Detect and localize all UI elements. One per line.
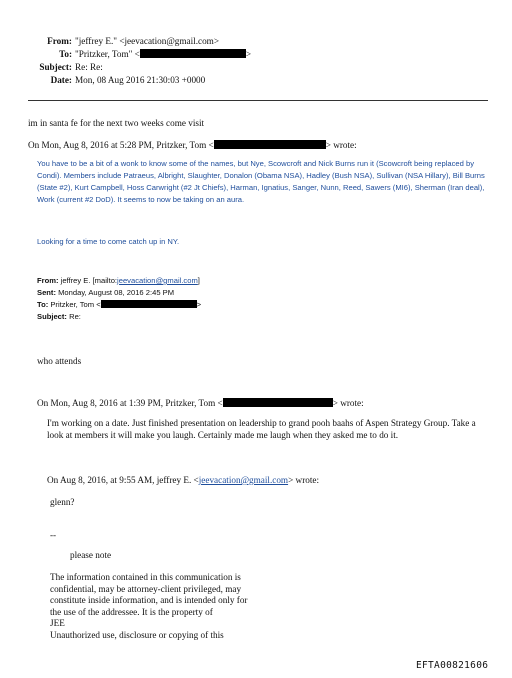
quote1-intro-start: On Mon, Aug 8, 2016 at 5:28 PM, Pritzker, Tom < xyxy=(28,140,214,150)
redaction-bar xyxy=(214,140,326,149)
disclaimer-line: JEE xyxy=(50,618,65,628)
header-from xyxy=(0,36,219,46)
signature-disclaimer xyxy=(50,572,248,641)
disclaimer-line: The information contained in this communication is xyxy=(50,572,241,582)
to-close: > xyxy=(245,49,252,59)
date-label: Date: xyxy=(50,75,72,85)
to-value: "Pritzker, Tom" < xyxy=(75,49,140,59)
quote1-intro-end: > wrote: xyxy=(325,140,357,150)
fwd-to-label: To: xyxy=(37,300,49,309)
quote3-email-link[interactable]: jeevacation@gmail.com xyxy=(198,475,289,485)
quote2-intro-end: > wrote: xyxy=(332,398,364,408)
header-divider xyxy=(28,100,488,101)
from-value: "jeffrey E." <jeevacation@gmail.com> xyxy=(75,36,220,46)
subject-value: Re: Re: xyxy=(75,62,103,72)
redaction-bar xyxy=(223,398,333,407)
signature-dash: -- xyxy=(50,530,57,540)
fwd-subject xyxy=(37,312,81,321)
fwd-to xyxy=(37,300,201,309)
who-attends: who attends xyxy=(37,356,82,366)
header-subject xyxy=(0,62,103,72)
quote3-body: glenn? xyxy=(50,497,75,507)
fwd-from-label: From: xyxy=(37,276,59,285)
redaction-bar xyxy=(140,49,246,58)
fwd-from-close: ] xyxy=(197,276,200,285)
header-to xyxy=(0,49,251,59)
fwd-sent-label: Sent: xyxy=(37,288,56,297)
from-label: From: xyxy=(47,36,72,46)
fwd-sent-value: Monday, August 08, 2016 2:45 PM xyxy=(55,288,175,297)
redaction-bar xyxy=(101,300,197,308)
date-value: Mon, 08 Aug 2016 21:30:03 +0000 xyxy=(75,75,206,85)
fwd-from xyxy=(37,276,200,285)
quote1-intro xyxy=(28,140,357,150)
document-id: EFTA00821606 xyxy=(416,660,489,671)
subject-label: Subject: xyxy=(39,62,72,72)
to-label: To: xyxy=(59,49,72,59)
fwd-to-close: > xyxy=(196,300,202,309)
quote2-intro xyxy=(37,398,364,408)
header-date xyxy=(0,75,205,85)
fwd-from-email-link[interactable]: jeevacation@gmail.com xyxy=(117,276,198,285)
signature-note: please note xyxy=(70,550,112,560)
fwd-subject-label: Subject: xyxy=(37,312,67,321)
quote1-body: You have to be a bit of a wonk to know some of the names, but Nye, Scowcroft and Nick Burns run it (Scowcroft being replaced by Condi). Members include Patraeus, Albright, Slaughter, Donalon (Obama NSA), Hadley (Bush NSA), Sullivan (NSA Hillary), Bill Burns (State #2), Kurt Campbell, Hoss Carwright (#2 Jt Chiefs), Harman, Ignatius, Sanger, Nunn, Reed, Sawers (MI6), Sherman (Iran deal), Work (current #2 DoD). It seems to now be taking on an aura. xyxy=(37,159,485,204)
fwd-subject-value: Re: xyxy=(66,312,81,321)
quote2-body: I'm working on a date. Just finished presentation on leadership to grand pooh baahs of Aspen Strategy Group. Take a look at members it will make you laugh. Certainly made me laugh when they asked me to do it. xyxy=(47,418,476,440)
fwd-from-value: jeffrey E. [mailto: xyxy=(58,276,118,285)
disclaimer-line: confidential, may be attorney-client privileged, may xyxy=(50,583,242,594)
fwd-to-value: Pritzker, Tom < xyxy=(48,300,101,309)
disclaimer-line: the use of the addressee. It is the property of xyxy=(50,606,213,617)
fwd-sent xyxy=(37,288,174,297)
quote1-catchup: Looking for a time to come catch up in NY. xyxy=(37,237,180,246)
quote3-intro xyxy=(47,475,319,485)
message-body: im in santa fe for the next two weeks come visit xyxy=(28,118,205,128)
disclaimer-line: Unauthorized use, disclosure or copying of this xyxy=(50,629,224,640)
quote2-intro-start: On Mon, Aug 8, 2016 at 1:39 PM, Pritzker, Tom < xyxy=(37,398,223,408)
quote3-intro-end: > wrote: xyxy=(288,475,320,485)
disclaimer-line: constitute inside information, and is intended only for xyxy=(50,595,248,605)
quote3-intro-start: On Aug 8, 2016, at 9:55 AM, jeffrey E. < xyxy=(47,475,199,485)
